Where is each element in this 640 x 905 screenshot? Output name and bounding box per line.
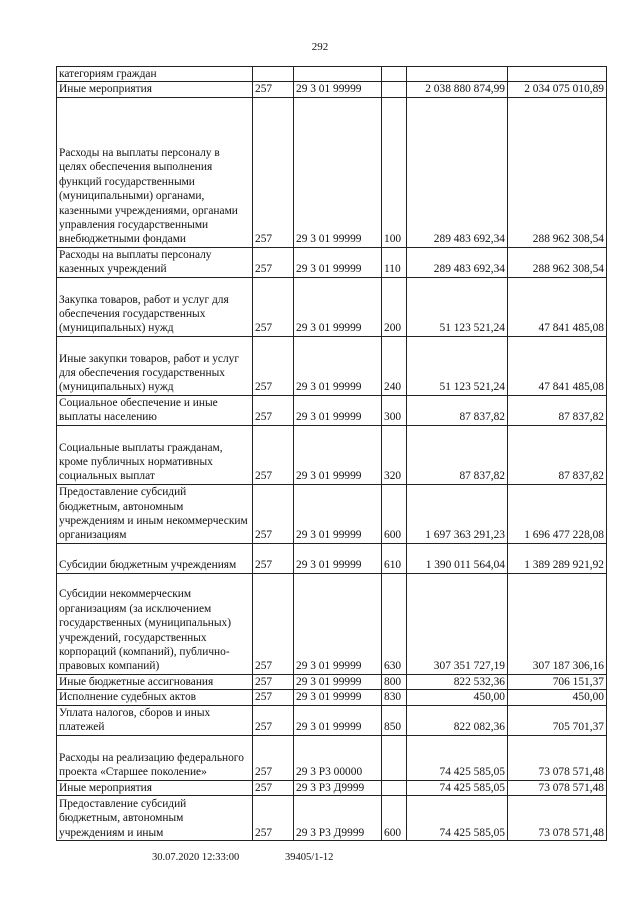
row-target-article: 29 3 01 99999 <box>294 336 382 395</box>
row-name: Иные бюджетные ассигнования <box>57 674 253 689</box>
row-amount-planned: 74 425 585,05 <box>407 780 508 795</box>
row-grbs: 257 <box>253 277 294 336</box>
row-target-article: 29 3 01 99999 <box>294 277 382 336</box>
row-name: Расходы на реализацию федерального проекта «Старшее поколение» <box>57 735 253 780</box>
row-expense-type: 300 <box>382 395 407 425</box>
row-target-article: 29 3 P3 Д9999 <box>294 796 382 841</box>
row-target-article: 29 3 01 99999 <box>294 82 382 97</box>
row-amount-planned: 87 837,82 <box>407 425 508 484</box>
table-row <box>57 247 607 277</box>
row-amount-planned: 822 532,36 <box>407 674 508 689</box>
budget-table <box>56 66 607 841</box>
row-amount-executed: 47 841 485,08 <box>508 336 607 395</box>
table-row <box>57 735 607 780</box>
row-expense-type: 610 <box>382 543 407 573</box>
row-target-article: 29 3 01 99999 <box>294 573 382 674</box>
row-amount-planned: 822 082,36 <box>407 705 508 735</box>
row-expense-type: 830 <box>382 690 407 705</box>
row-grbs: 257 <box>253 247 294 277</box>
row-grbs: 257 <box>253 780 294 795</box>
row-amount-executed: 706 151,37 <box>508 674 607 689</box>
row-grbs: 257 <box>253 543 294 573</box>
row-amount-planned: 87 837,82 <box>407 395 508 425</box>
row-amount-planned: 1 697 363 291,23 <box>407 484 508 543</box>
row-target-article: 29 3 P3 00000 <box>294 735 382 780</box>
row-name: Социальные выплаты гражданам, кроме публичных нормативных социальных выплат <box>57 425 253 484</box>
row-grbs: 257 <box>253 82 294 97</box>
row-grbs: 257 <box>253 425 294 484</box>
budget-table-body <box>57 67 607 841</box>
row-amount-planned: 74 425 585,05 <box>407 796 508 841</box>
table-row <box>57 395 607 425</box>
row-target-article: 29 3 P3 Д9999 <box>294 780 382 795</box>
table-row <box>57 336 607 395</box>
row-amount-executed: 87 837,82 <box>508 425 607 484</box>
row-amount-executed <box>508 67 607 82</box>
row-amount-executed: 450,00 <box>508 690 607 705</box>
row-grbs: 257 <box>253 690 294 705</box>
row-grbs: 257 <box>253 674 294 689</box>
table-row <box>57 674 607 689</box>
row-name: Иные мероприятия <box>57 82 253 97</box>
table-row <box>57 705 607 735</box>
table-row <box>57 796 607 841</box>
row-amount-executed: 288 962 308,54 <box>508 247 607 277</box>
row-expense-type <box>382 735 407 780</box>
row-target-article: 29 3 01 99999 <box>294 97 382 247</box>
row-grbs: 257 <box>253 484 294 543</box>
row-amount-executed: 2 034 075 010,89 <box>508 82 607 97</box>
row-name: Исполнение судебных актов <box>57 690 253 705</box>
row-grbs: 257 <box>253 336 294 395</box>
row-name: Субсидии бюджетным учреждениям <box>57 543 253 573</box>
row-target-article: 29 3 01 99999 <box>294 674 382 689</box>
table-row <box>57 690 607 705</box>
row-target-article: 29 3 01 99999 <box>294 395 382 425</box>
row-expense-type: 630 <box>382 573 407 674</box>
row-name: Иные закупки товаров, работ и услуг для обеспечения государственных (муниципальных) нужд <box>57 336 253 395</box>
row-amount-executed: 307 187 306,16 <box>508 573 607 674</box>
row-amount-executed: 87 837,82 <box>508 395 607 425</box>
row-name: Субсидии некоммерческим организациям (за исключением государственных (муниципальных) учреждений, государственных корпораций (компаний), публично-правовых компаний) <box>57 573 253 674</box>
row-amount-executed: 1 389 289 921,92 <box>508 543 607 573</box>
row-expense-type: 600 <box>382 484 407 543</box>
row-name: Социальное обеспечение и иные выплаты населению <box>57 395 253 425</box>
row-grbs: 257 <box>253 395 294 425</box>
row-expense-type <box>382 67 407 82</box>
row-amount-executed: 73 078 571,48 <box>508 780 607 795</box>
table-row <box>57 780 607 795</box>
row-expense-type: 240 <box>382 336 407 395</box>
row-name: Предоставление субсидий бюджетным, автономным учреждениям и иным некоммерческим организациям <box>57 484 253 543</box>
row-target-article <box>294 67 382 82</box>
page-number: 292 <box>311 41 329 53</box>
row-amount-planned: 51 123 521,24 <box>407 336 508 395</box>
row-amount-planned: 289 483 692,34 <box>407 247 508 277</box>
row-name: Расходы на выплаты персоналу в целях обеспечения выполнения функций государственными (муниципальными) органами, казенными учреждениями, органами управления государственными внебюджетными фондами <box>57 97 253 247</box>
row-amount-planned: 1 390 011 564,04 <box>407 543 508 573</box>
row-expense-type: 600 <box>382 796 407 841</box>
row-expense-type: 850 <box>382 705 407 735</box>
row-grbs: 257 <box>253 735 294 780</box>
row-name: Иные мероприятия <box>57 780 253 795</box>
row-grbs <box>253 67 294 82</box>
row-amount-planned: 74 425 585,05 <box>407 735 508 780</box>
row-name: Предоставление субсидий бюджетным, автономным учреждениям и иным <box>57 796 253 841</box>
row-amount-executed: 73 078 571,48 <box>508 796 607 841</box>
row-expense-type: 110 <box>382 247 407 277</box>
row-amount-executed: 73 078 571,48 <box>508 735 607 780</box>
row-amount-planned <box>407 67 508 82</box>
table-row <box>57 425 607 484</box>
row-target-article: 29 3 01 99999 <box>294 543 382 573</box>
row-target-article: 29 3 01 99999 <box>294 484 382 543</box>
row-amount-executed: 1 696 477 228,08 <box>508 484 607 543</box>
row-amount-executed: 288 962 308,54 <box>508 97 607 247</box>
row-expense-type: 320 <box>382 425 407 484</box>
table-row <box>57 97 607 247</box>
row-name: категориям граждан <box>57 67 253 82</box>
timestamp: 30.07.2020 12:33:00 <box>152 852 240 863</box>
row-name: Закупка товаров, работ и услуг для обеспечения государственных (муниципальных) нужд <box>57 277 253 336</box>
row-target-article: 29 3 01 99999 <box>294 705 382 735</box>
table-row <box>57 543 607 573</box>
row-name: Расходы на выплаты персоналу казенных учреждений <box>57 247 253 277</box>
document-id: 39405/1-12 <box>285 852 334 863</box>
table-row <box>57 67 607 82</box>
row-amount-planned: 450,00 <box>407 690 508 705</box>
row-amount-executed: 47 841 485,08 <box>508 277 607 336</box>
table-row <box>57 277 607 336</box>
table-row <box>57 573 607 674</box>
row-target-article: 29 3 01 99999 <box>294 425 382 484</box>
row-expense-type: 200 <box>382 277 407 336</box>
row-grbs: 257 <box>253 573 294 674</box>
row-expense-type <box>382 780 407 795</box>
row-expense-type <box>382 82 407 97</box>
table-row <box>57 484 607 543</box>
row-amount-planned: 307 351 727,19 <box>407 573 508 674</box>
row-grbs: 257 <box>253 97 294 247</box>
row-amount-planned: 289 483 692,34 <box>407 97 508 247</box>
row-target-article: 29 3 01 99999 <box>294 690 382 705</box>
row-expense-type: 100 <box>382 97 407 247</box>
table-row <box>57 82 607 97</box>
row-grbs: 257 <box>253 705 294 735</box>
row-target-article: 29 3 01 99999 <box>294 247 382 277</box>
row-expense-type: 800 <box>382 674 407 689</box>
row-grbs: 257 <box>253 796 294 841</box>
row-amount-executed: 705 701,37 <box>508 705 607 735</box>
row-name: Уплата налогов, сборов и иных платежей <box>57 705 253 735</box>
row-amount-planned: 51 123 521,24 <box>407 277 508 336</box>
row-amount-planned: 2 038 880 874,99 <box>407 82 508 97</box>
